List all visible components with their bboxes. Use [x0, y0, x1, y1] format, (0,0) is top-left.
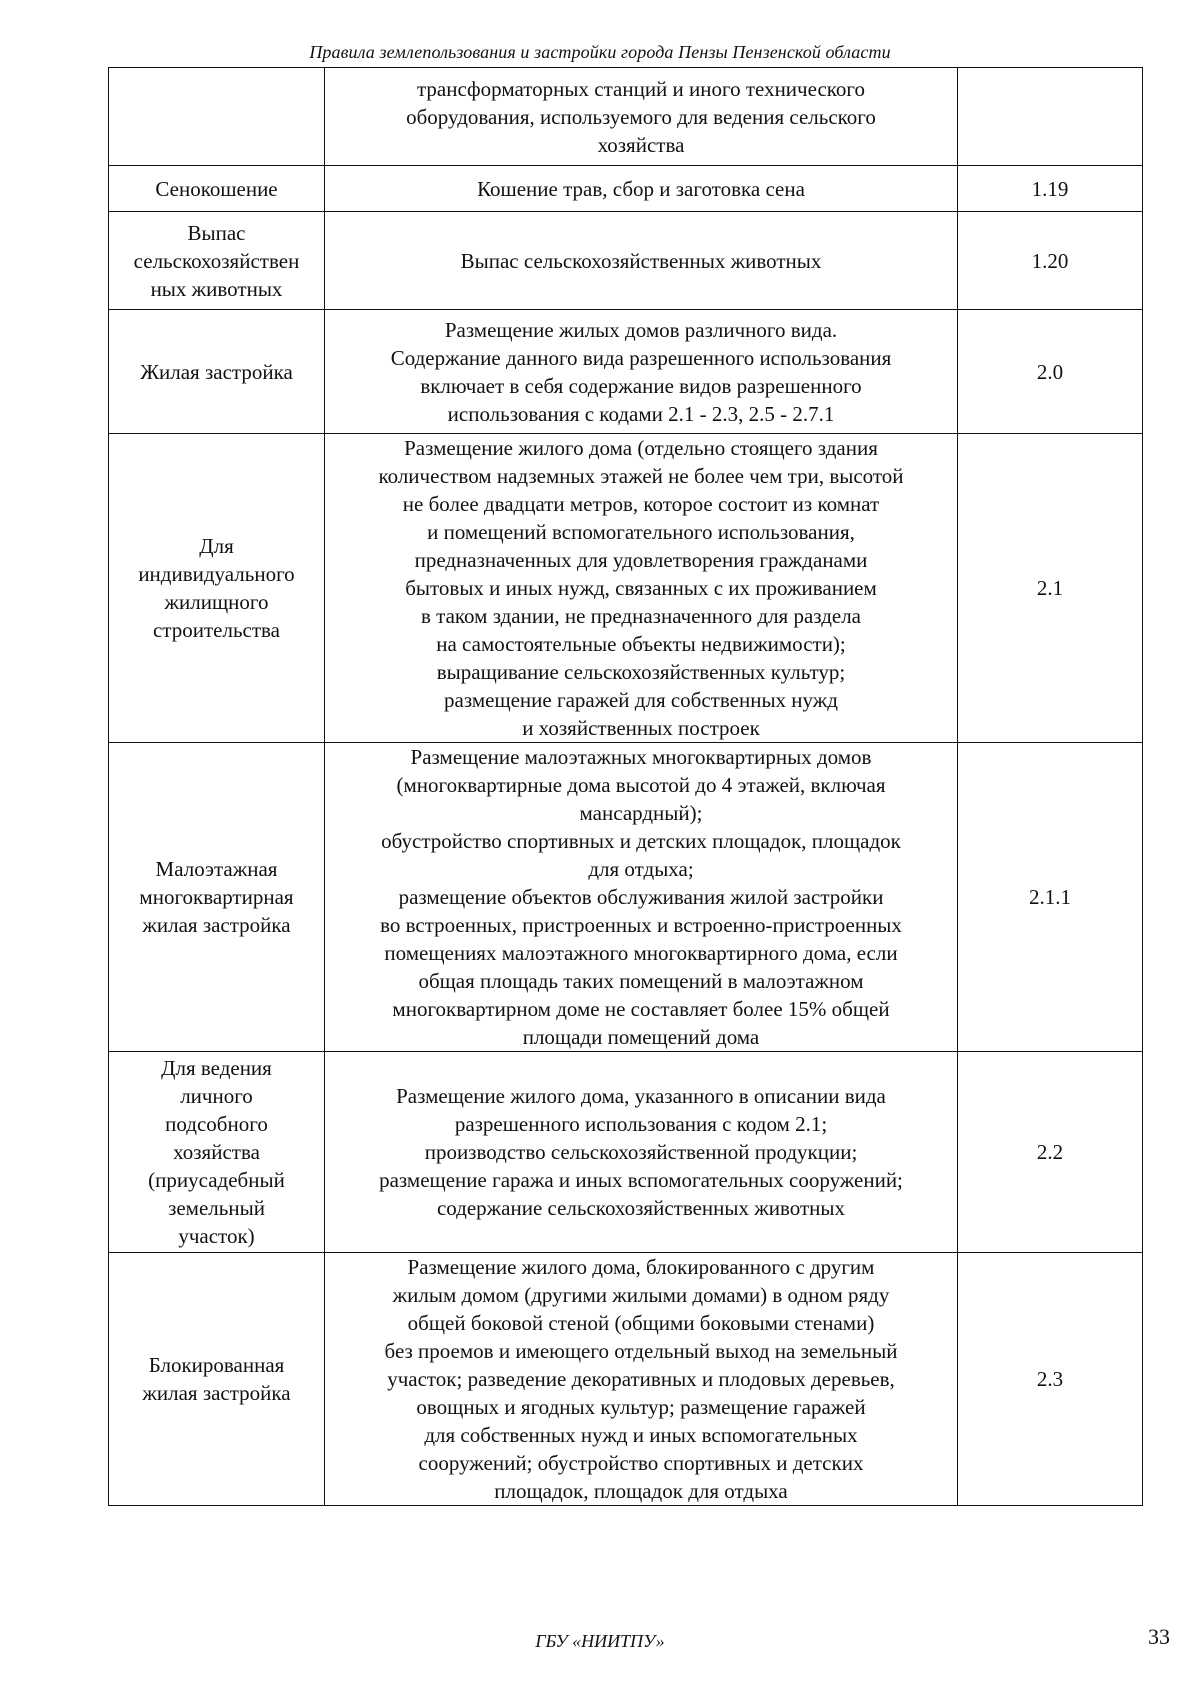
- use-description-line: количеством надземных этажей не более чем три, высотой: [378, 464, 904, 488]
- running-header: Правила землепользования и застройки города Пензы Пензенской области: [309, 42, 891, 62]
- use-description-line: (многоквартирные дома высотой до 4 этажей, включая: [396, 773, 886, 797]
- footer-org: ГБУ «НИИТПУ»: [535, 1631, 665, 1651]
- use-name-cell: [109, 1052, 325, 1253]
- use-description-line: жилым домом (другими жилыми домами) в одном ряду: [392, 1283, 890, 1307]
- use-description-cell: [325, 68, 958, 166]
- use-description-line: оборудования, используемого для ведения сельского: [406, 104, 876, 129]
- use-description-cell: [325, 212, 958, 310]
- use-description-line: овощных и ягодных культур; размещение гаражей: [416, 1395, 866, 1419]
- use-description-line: предназначенных для удовлетворения гражданами: [414, 548, 868, 572]
- use-name-cell: [109, 212, 325, 310]
- use-description-line: Размещение малоэтажных многоквартирных домов: [410, 745, 872, 769]
- use-name-line: Сенокошение: [155, 176, 278, 201]
- use-description-line: помещениях малоэтажного многоквартирного дома, если: [384, 941, 898, 965]
- use-name-line: жилая застройка: [142, 1381, 291, 1405]
- use-description-cell: [325, 1052, 958, 1253]
- use-name-line: многоквартирная: [139, 885, 294, 909]
- use-description-line: Размещение жилого дома, указанного в описании вида: [396, 1084, 886, 1108]
- use-name-line: Выпас: [187, 220, 246, 245]
- use-description-line: для собственных нужд и иных вспомогательных: [424, 1423, 858, 1447]
- use-name-line: Для: [199, 534, 234, 558]
- use-name-line: индивидуального: [138, 562, 295, 586]
- use-code-cell: 1.20: [958, 212, 1143, 310]
- use-description-line: Размещение жилого дома (отдельно стоящего здания: [404, 436, 878, 460]
- use-code-cell: 2.3: [958, 1253, 1143, 1506]
- use-name-line: Для ведения: [161, 1056, 272, 1080]
- use-name-cell: [109, 68, 325, 166]
- use-description-line: размещение объектов обслуживания жилой застройки: [398, 885, 884, 909]
- use-description-line: мансардный);: [579, 801, 703, 825]
- use-description-line: Размещение жилых домов различного вида.: [444, 317, 838, 342]
- use-description-line: производство сельскохозяйственной продукции;: [424, 1140, 858, 1164]
- use-description-cell: [325, 743, 958, 1052]
- use-description-line: Размещение жилого дома, блокированного с другим: [407, 1255, 875, 1279]
- use-description-line: трансформаторных станций и иного технического: [416, 76, 865, 101]
- use-description-line: Кошение трав, сбор и заготовка сена: [477, 176, 805, 201]
- use-name-line: ных животных: [150, 276, 283, 301]
- use-description-line: сооружений; обустройство спортивных и детских: [418, 1451, 864, 1475]
- table-row: [109, 1253, 1143, 1506]
- use-name-line: земельный: [168, 1196, 265, 1220]
- use-description-cell: [325, 166, 958, 212]
- use-name-line: строительства: [152, 618, 280, 642]
- table-row: [109, 68, 1143, 166]
- use-description-line: во встроенных, пристроенных и встроенно-пристроенных: [380, 913, 902, 937]
- use-description-line: и помещений вспомогательного использования,: [427, 520, 855, 544]
- use-description-line: участок; разведение декоративных и плодовых деревьев,: [387, 1367, 895, 1391]
- use-description-line: Содержание данного вида разрешенного использования: [390, 345, 892, 370]
- use-name-line: жилищного: [164, 590, 269, 614]
- use-description-cell: [325, 310, 958, 434]
- use-description-line: не более двадцати метров, которое состоит из комнат: [402, 492, 880, 516]
- use-name-cell: [109, 166, 325, 212]
- use-description-cell: [325, 1253, 958, 1506]
- use-description-cell: [325, 434, 958, 743]
- use-name-line: подсобного: [165, 1112, 268, 1136]
- table-body: [109, 68, 1143, 1506]
- table-row: [109, 166, 1143, 212]
- use-description-line: и хозяйственных построек: [522, 716, 760, 740]
- use-description-line: площадок, площадок для отдыха: [494, 1479, 788, 1503]
- use-description-line: бытовых и иных нужд, связанных с их проживанием: [405, 576, 877, 600]
- land-use-table: [108, 67, 1143, 1506]
- use-description-line: размещение гаража и иных вспомогательных сооружений;: [379, 1168, 903, 1192]
- use-code-cell: 2.1.1: [958, 743, 1143, 1052]
- page-number: 33: [1148, 1624, 1170, 1649]
- use-description-line: хозяйства: [597, 132, 685, 157]
- use-name-line: Малоэтажная: [155, 857, 278, 881]
- table-row: [109, 1052, 1143, 1253]
- use-code-cell: 2.1: [958, 434, 1143, 743]
- use-description-line: на самостоятельные объекты недвижимости);: [436, 632, 846, 656]
- use-name-line: (приусадебный: [148, 1168, 285, 1192]
- use-name-line: Жилая застройка: [140, 359, 293, 384]
- use-description-line: включает в себя содержание видов разрешенного: [420, 373, 862, 398]
- use-description-line: площади помещений дома: [522, 1025, 760, 1049]
- use-description-line: общая площадь таких помещений в малоэтажном: [418, 969, 864, 993]
- use-description-line: Выпас сельскохозяйственных животных: [460, 248, 822, 273]
- use-name-cell: [109, 1253, 325, 1506]
- use-description-line: использования с кодами 2.1 - 2.3, 2.5 - 2.7.1: [447, 401, 835, 426]
- use-name-cell: [109, 310, 325, 434]
- use-description-line: многоквартирном доме не составляет более 15% общей: [392, 997, 890, 1021]
- use-name-cell: [109, 743, 325, 1052]
- use-description-line: для отдыха;: [588, 857, 694, 881]
- use-description-line: разрешенного использования с кодом 2.1;: [454, 1112, 828, 1136]
- use-description-line: без проемов и имеющего отдельный выход на земельный: [384, 1339, 898, 1363]
- use-code-cell: [958, 68, 1143, 166]
- table-row: [109, 434, 1143, 743]
- use-name-cell: [109, 434, 325, 743]
- use-name-line: сельскохозяйствен: [133, 248, 300, 273]
- table-row: [109, 310, 1143, 434]
- use-code-cell: 1.19: [958, 166, 1143, 212]
- use-name-line: Блокированная: [148, 1353, 285, 1377]
- use-name-line: личного: [180, 1084, 253, 1108]
- use-name-line: участок): [178, 1224, 255, 1248]
- use-description-line: обустройство спортивных и детских площадок, площадок: [381, 829, 901, 853]
- use-name-line: хозяйства: [173, 1140, 260, 1164]
- use-description-line: размещение гаражей для собственных нужд: [444, 688, 838, 712]
- use-name-line: жилая застройка: [142, 913, 291, 937]
- use-description-line: в таком здании, не предназначенного для раздела: [421, 604, 861, 628]
- use-code-cell: 2.2: [958, 1052, 1143, 1253]
- use-description-line: содержание сельскохозяйственных животных: [436, 1196, 846, 1220]
- table-row: [109, 212, 1143, 310]
- use-code-cell: 2.0: [958, 310, 1143, 434]
- use-description-line: выращивание сельскохозяйственных культур;: [436, 660, 846, 684]
- use-description-line: общей боковой стеной (общими боковыми стенами): [407, 1311, 875, 1335]
- table-row: [109, 743, 1143, 1052]
